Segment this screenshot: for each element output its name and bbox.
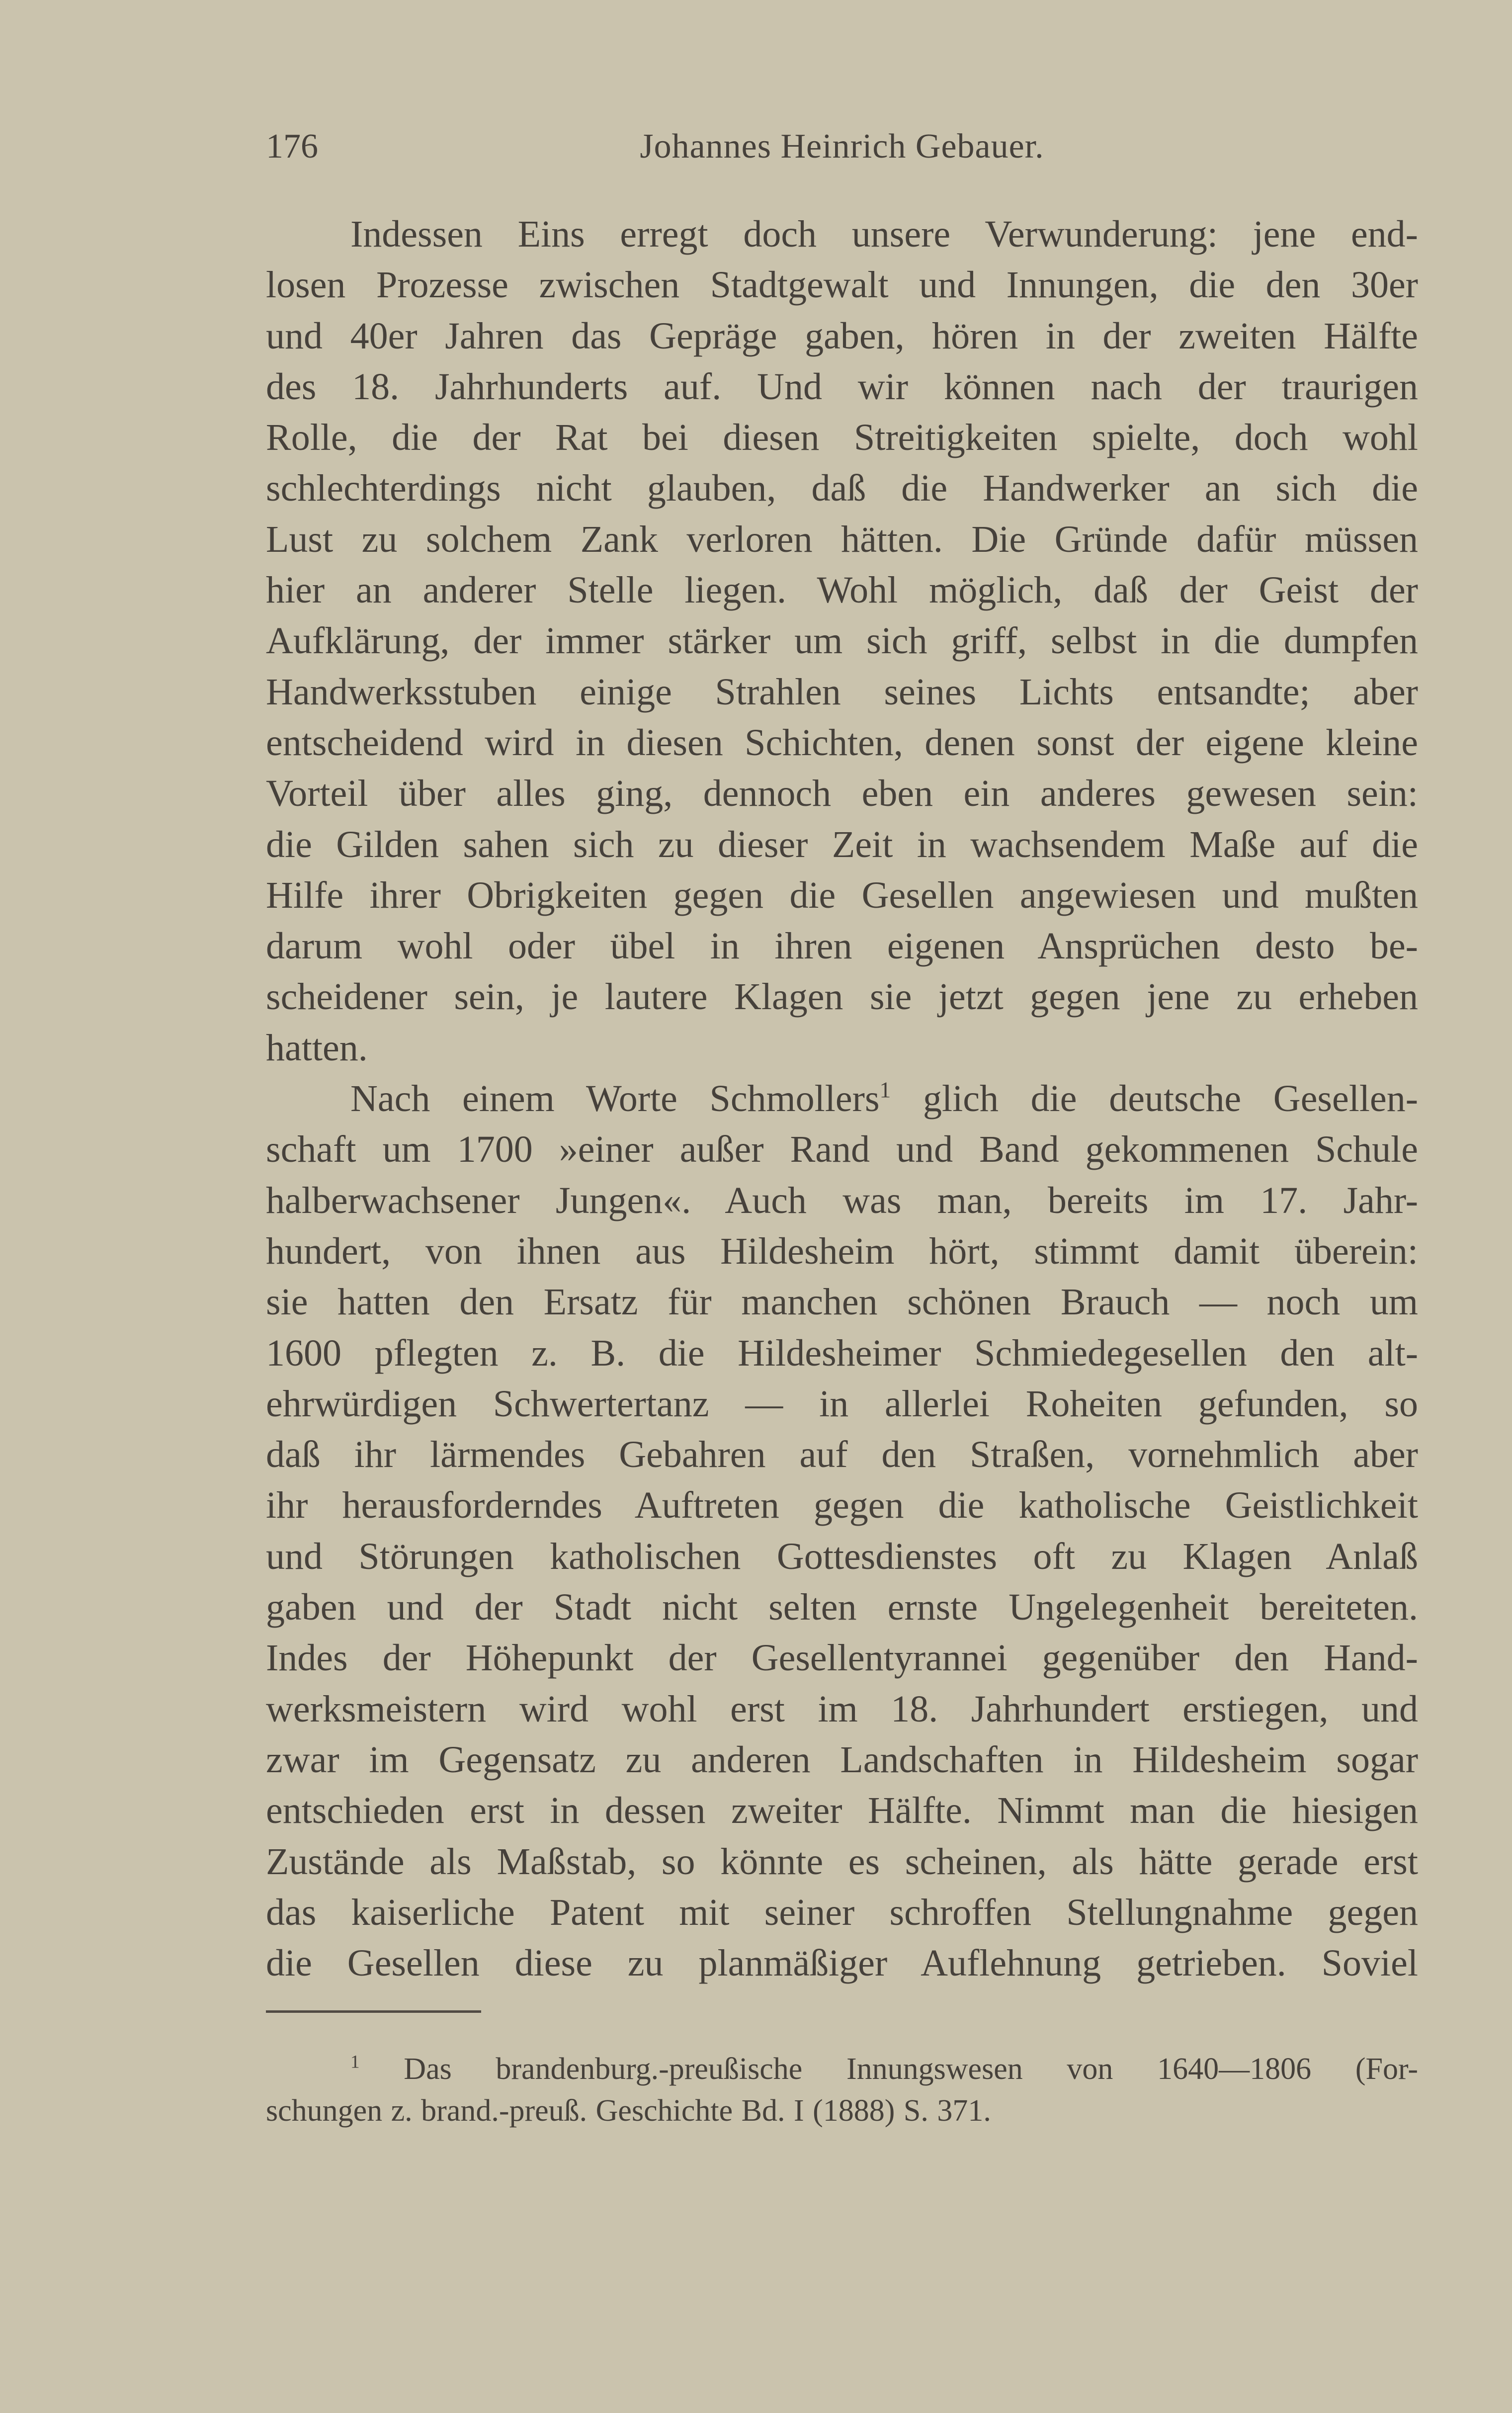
text-line: 1600 pflegten z. B. die Hildesheimer Schmiedegesellen den alt-	[266, 1332, 1418, 1374]
page-header	[266, 127, 1418, 172]
text-line: Rolle, die der Rat bei diesen Streitigkeiten spielte, doch wohl	[266, 417, 1418, 459]
footnote-number: 1	[350, 2052, 360, 2072]
text-line: Indes der Höhepunkt der Gesellentyrannei gegenüber den Hand-	[266, 1637, 1418, 1679]
text-line: ihr herausforderndes Auftreten gegen die katholische Geistlichkeit	[266, 1484, 1418, 1527]
text-line: und 40er Jahren das Gepräge gaben, hören in der zweiten Hälfte	[266, 315, 1418, 357]
footnote	[266, 2048, 1418, 2132]
page-number: 176	[266, 127, 318, 166]
text-line: Handwerksstuben einige Strahlen seines Lichts entsandte; aber	[266, 671, 1418, 713]
text-line: Indessen Eins erregt doch unsere Verwunderung: jene end-	[350, 213, 1418, 255]
paragraph-2	[266, 1073, 1418, 1988]
text-line: hier an anderer Stelle liegen. Wohl möglich, daß der Geist der	[266, 569, 1418, 611]
footnote-text: Das brandenburg.-preußische Innungswesen von 1640—1806 (For-	[359, 2052, 1418, 2086]
text-line: des 18. Jahrhunderts auf. Und wir können nach der traurigen	[266, 365, 1418, 408]
text-line: Aufklärung, der immer stärker um sich griff, selbst in die dumpfen	[266, 620, 1418, 662]
footnote-divider	[266, 2010, 481, 2013]
line-text: Nach einem Worte Schmollers	[350, 1078, 880, 1120]
text-line: ehrwürdigen Schwertertanz — in allerlei Roheiten gefunden, so	[266, 1382, 1418, 1425]
text-line: Vorteil über alles ging, dennoch eben ein anderes gewesen sein:	[266, 773, 1418, 815]
body-text	[266, 209, 1418, 1988]
footnote-line	[266, 2048, 1418, 2090]
text-line: Zustände als Maßstab, so könnte es scheinen, als hätte gerade erst	[266, 1840, 1418, 1883]
text-line: hundert, von ihnen aus Hildesheim hört, stimmt damit überein:	[266, 1230, 1418, 1272]
line-text: glich die deutsche Gesellen-	[891, 1078, 1419, 1120]
footnote-marker: 1	[879, 1077, 891, 1103]
text-line: Lust zu solchem Zank verloren hätten. Die Gründe dafür müssen	[266, 518, 1418, 560]
text-line: schaft um 1700 »einer außer Rand und Band gekommenen Schule	[266, 1128, 1418, 1171]
text-line: zwar im Gegensatz zu anderen Landschaften in Hildesheim sogar	[266, 1738, 1418, 1781]
text-line	[266, 1073, 1418, 1124]
footnote-line: schungen z. brand.-preuß. Geschichte Bd. I (1888) S. 371.	[266, 2094, 991, 2128]
text-line: daß ihr lärmendes Gebahren auf den Straßen, vornehmlich aber	[266, 1434, 1418, 1476]
text-line: entschieden erst in dessen zweiter Hälfte. Nimmt man die hiesigen	[266, 1790, 1418, 1832]
text-line: das kaiserliche Patent mit seiner schroffen Stellungnahme gegen	[266, 1891, 1418, 1933]
text-line: Hilfe ihrer Obrigkeiten gegen die Gesellen angewiesen und mußten	[266, 874, 1418, 916]
text-line: entscheidend wird in diesen Schichten, denen sonst der eigene kleine	[266, 721, 1418, 764]
paragraph-1	[266, 209, 1418, 1073]
text-line: gaben und der Stadt nicht selten ernste Ungelegenheit bereiteten.	[266, 1586, 1418, 1629]
text-line: scheidener sein, je lautere Klagen sie jetzt gegen jene zu erheben	[266, 976, 1418, 1018]
text-line: die Gilden sahen sich zu dieser Zeit in wachsendem Maße auf die	[266, 823, 1418, 865]
text-line: losen Prozesse zwischen Stadtgewalt und Innungen, die den 30er	[266, 264, 1418, 306]
text-line: darum wohl oder übel in ihren eigenen Ansprüchen desto be-	[266, 925, 1418, 967]
text-line: die Gesellen diese zu planmäßiger Auflehnung getrieben. Soviel	[266, 1942, 1418, 1984]
running-head: Johannes Heinrich Gebauer.	[640, 127, 1044, 166]
text-line: schlechterdings nicht glauben, daß die Handwerker an sich die	[266, 467, 1418, 510]
text-line: und Störungen katholischen Gottesdienstes oft zu Klagen Anlaß	[266, 1535, 1418, 1577]
text-line: halberwachsener Jungen«. Auch was man, bereits im 17. Jahr-	[266, 1179, 1418, 1221]
text-line: sie hatten den Ersatz für manchen schönen Brauch — noch um	[266, 1281, 1418, 1323]
text-line: hatten.	[266, 1027, 368, 1069]
text-line: werksmeistern wird wohl erst im 18. Jahrhundert erstiegen, und	[266, 1688, 1418, 1730]
